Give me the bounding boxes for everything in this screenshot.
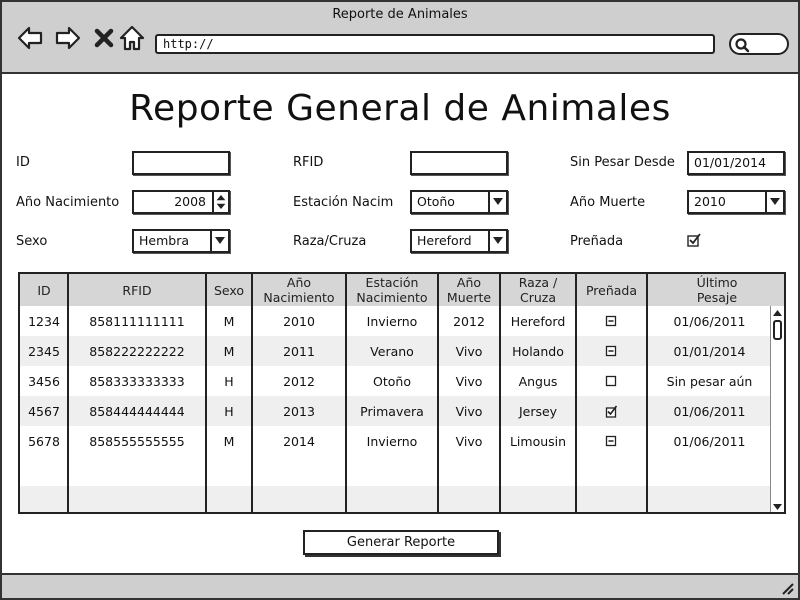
table-row[interactable]	[20, 306, 772, 336]
header-prenada[interactable]: Preñada	[585, 282, 638, 298]
cell-muerte: Vivo	[455, 373, 483, 389]
sin-pesar-label: Sin Pesar Desde	[570, 155, 675, 170]
cell-pesaje: 01/06/2011	[673, 403, 746, 419]
header-estacion-nacimiento[interactable]: Estación Nacimiento	[356, 275, 428, 305]
table-scrollbar[interactable]	[770, 306, 784, 514]
header-raza-cruza[interactable]: Raza / Cruza	[518, 275, 558, 305]
cell-id: 4567	[28, 403, 60, 419]
cell-id: 1234	[28, 313, 60, 329]
header-id[interactable]: ID	[37, 282, 51, 298]
cell-id: 3456	[28, 373, 60, 389]
cell-sexo: H	[224, 403, 234, 419]
cell-anio-nac: 2013	[283, 403, 315, 419]
sexo-label: Sexo	[16, 234, 48, 249]
animals-table	[18, 272, 786, 514]
cell-rfid: 858333333333	[89, 373, 185, 389]
cell-pesaje: Sin pesar aún	[666, 373, 753, 389]
scroll-thumb[interactable]	[773, 320, 782, 340]
estacion-select[interactable]	[410, 190, 508, 214]
empty-row	[20, 486, 772, 514]
cell-muerte: Vivo	[455, 343, 483, 359]
cell-prenada	[576, 306, 647, 336]
cell-prenada	[576, 426, 647, 456]
search-icon	[734, 37, 750, 53]
id-label: ID	[16, 155, 30, 170]
estacion-label: Estación Nacim	[293, 195, 394, 210]
raza-label: Raza/Cruza	[293, 234, 367, 249]
anio-nacimiento-stepper[interactable]	[132, 190, 230, 214]
anio-nacimiento-label: Año Nacimiento	[16, 195, 120, 210]
table-row[interactable]	[20, 366, 772, 396]
cell-estacion: Verano	[370, 343, 414, 359]
cell-rfid: 858111111111	[89, 313, 185, 329]
status-bar	[2, 573, 798, 598]
cell-prenada	[576, 366, 647, 396]
spinner-arrows-icon[interactable]	[212, 192, 228, 212]
window-title: Reporte de Animales	[332, 7, 468, 22]
sexo-select[interactable]	[132, 229, 230, 253]
forward-arrow-icon[interactable]	[54, 24, 82, 52]
scroll-down-icon[interactable]	[772, 502, 783, 512]
table-row[interactable]	[20, 336, 772, 366]
back-arrow-icon[interactable]	[16, 24, 44, 52]
cell-rfid: 858222222222	[89, 343, 185, 359]
raza-select[interactable]	[410, 229, 508, 253]
cell-anio-nac: 2012	[283, 373, 315, 389]
checkbox-empty-icon[interactable]	[605, 375, 618, 388]
cell-sexo: M	[223, 313, 235, 329]
cell-raza: Limousin	[509, 433, 567, 449]
cell-sexo: M	[223, 343, 235, 359]
cell-anio-nac: 2010	[283, 313, 315, 329]
header-rfid[interactable]: RFID	[122, 282, 152, 298]
anio-muerte-value: 2010	[694, 194, 726, 209]
cell-rfid: 858555555555	[89, 433, 185, 449]
url-input[interactable]: http://	[155, 34, 715, 54]
cell-raza: Angus	[518, 373, 558, 389]
cell-muerte: Vivo	[455, 433, 483, 449]
browser-search-field[interactable]	[729, 33, 789, 55]
sin-pesar-date-input[interactable]: 01/01/2014	[687, 151, 785, 175]
cell-pesaje: 01/06/2011	[673, 433, 746, 449]
cell-prenada	[576, 396, 647, 426]
cell-anio-nac: 2011	[283, 343, 315, 359]
estacion-value: Otoño	[417, 194, 455, 209]
cell-muerte: 2012	[453, 313, 485, 329]
rfid-label: RFID	[293, 155, 324, 170]
table-header	[20, 274, 786, 306]
cell-muerte: Vivo	[455, 403, 483, 419]
cell-sexo: H	[224, 373, 234, 389]
browser-chrome	[2, 2, 798, 74]
raza-value: Hereford	[417, 233, 472, 248]
generate-report-button[interactable]: Generar Reporte	[303, 530, 499, 555]
cell-estacion: Invierno	[366, 433, 418, 449]
anio-muerte-select[interactable]	[687, 190, 785, 214]
header-anio-muerte[interactable]: Año Muerte	[446, 275, 492, 305]
cell-sexo: M	[223, 433, 235, 449]
chevron-down-icon[interactable]	[765, 192, 783, 212]
chevron-down-icon[interactable]	[210, 231, 228, 251]
chevron-down-icon[interactable]	[488, 192, 506, 212]
anio-muerte-label: Año Muerte	[570, 195, 646, 210]
cell-estacion: Invierno	[366, 313, 418, 329]
header-sexo[interactable]: Sexo	[213, 282, 245, 298]
id-input[interactable]	[132, 151, 230, 175]
cell-raza: Holando	[512, 343, 564, 359]
cell-id: 5678	[28, 433, 60, 449]
cell-raza: Hereford	[510, 313, 566, 329]
scroll-up-icon[interactable]	[772, 308, 783, 318]
cell-rfid: 858444444444	[89, 403, 185, 419]
cell-raza: Jersey	[518, 403, 558, 419]
cell-estacion: Primavera	[360, 403, 424, 419]
resize-grip-icon[interactable]	[780, 581, 794, 595]
checkbox-indeterminate-icon[interactable]	[605, 435, 618, 448]
header-anio-nacimiento[interactable]: Año Nacimiento	[263, 275, 335, 305]
cell-id: 2345	[28, 343, 60, 359]
cell-pesaje: 01/01/2014	[673, 343, 746, 359]
home-icon[interactable]	[118, 24, 146, 52]
checkbox-indeterminate-icon[interactable]	[605, 345, 618, 358]
chevron-down-icon[interactable]	[488, 231, 506, 251]
prenada-label: Preñada	[570, 234, 624, 249]
stop-icon[interactable]	[90, 24, 118, 52]
cell-prenada	[576, 336, 647, 366]
checkbox-checked-icon[interactable]	[605, 405, 618, 418]
empty-row	[20, 456, 772, 486]
checkbox-indeterminate-icon[interactable]	[605, 315, 618, 328]
page-title: Reporte General de Animales	[129, 88, 671, 129]
rfid-input[interactable]	[410, 151, 508, 175]
sexo-value: Hembra	[139, 233, 189, 248]
table-row[interactable]	[20, 426, 772, 456]
cell-anio-nac: 2014	[283, 433, 315, 449]
table-row[interactable]	[20, 396, 772, 426]
cell-estacion: Otoño	[373, 373, 411, 389]
header-ultimo-pesaje[interactable]: Último Pesaje	[696, 275, 738, 305]
prenada-checkbox[interactable]	[687, 233, 701, 247]
anio-nacimiento-value: 2008	[174, 194, 206, 209]
cell-pesaje: 01/06/2011	[673, 313, 746, 329]
